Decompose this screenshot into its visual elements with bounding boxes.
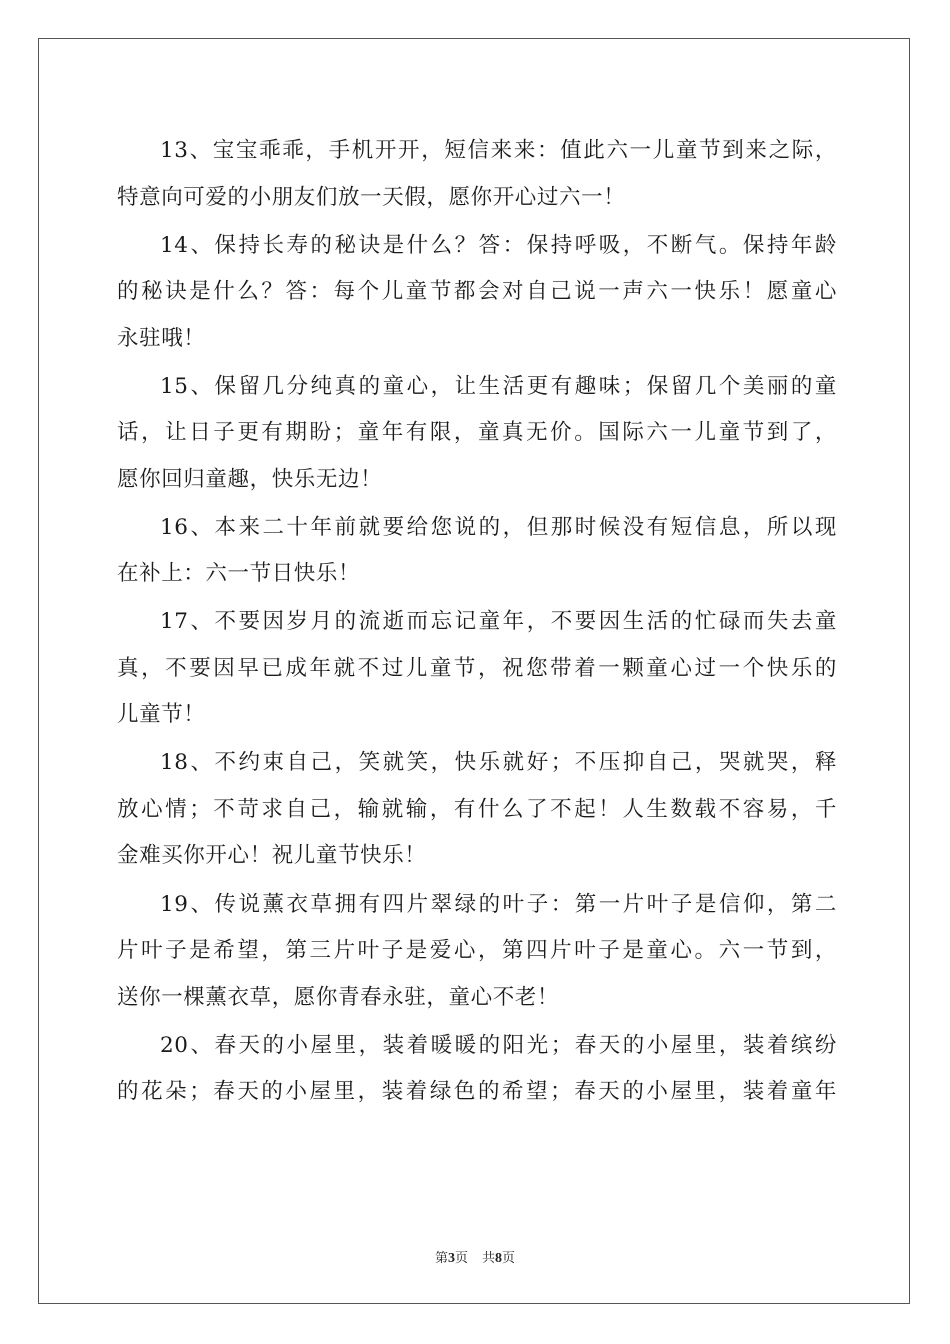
paragraph (117, 882, 837, 1022)
paragraph (117, 740, 837, 880)
paragraph-line: 18、不约束自己，笑就笑，快乐就好；不压抑自己，哭就哭，释 (160, 750, 837, 776)
paragraph-line: 片叶子是希望，第三片叶子是爱心，第四片叶子是童心。六一节到， (117, 938, 837, 964)
paragraph (117, 505, 837, 598)
paragraph (117, 223, 837, 363)
paragraph-line: 16、本来二十年前就要给您说的，但那时候没有短信息，所以现 (160, 514, 837, 540)
paragraph-line: 15、保留几分纯真的童心，让生活更有趣味；保留几个美丽的童 (160, 373, 837, 399)
paragraph-line: 的花朵；春天的小屋里，装着绿色的希望；春天的小屋里，装着童年 (117, 1079, 837, 1105)
paragraph (117, 364, 837, 504)
paragraph-line: 13、宝宝乖乖，手机开开，短信来来：值此六一儿童节到来之际， (160, 138, 837, 163)
paragraph-line: 金难买你开心！祝儿童节快乐！ (117, 843, 427, 869)
paragraph-line: 放心情；不苛求自己，输就输，有什么了不起！人生数载不容易，千 (117, 796, 837, 822)
footer-total-suffix: 页 (502, 1251, 516, 1266)
paragraph (117, 1023, 837, 1116)
paragraph (117, 599, 837, 739)
page-footer (0, 1247, 950, 1267)
paragraph-line: 20、春天的小屋里，装着暖暖的阳光；春天的小屋里，装着缤纷 (160, 1032, 837, 1058)
total-page-number: 8 (495, 1251, 503, 1266)
paragraph-line: 送你一棵薰衣草，愿你青春永驻，童心不老！ (117, 984, 560, 1010)
current-page-number: 3 (447, 1251, 455, 1266)
paragraph-line: 特意向可爱的小朋友们放一天假，愿你开心过六一！ (117, 184, 626, 210)
document-body (117, 128, 837, 1117)
footer-total-prefix: 共 (482, 1251, 496, 1266)
footer-page-word: 页 (454, 1251, 468, 1266)
paragraph-line: 真，不要因早已成年就不过儿童节，祝您带着一颗童心过一个快乐的 (117, 655, 837, 681)
paragraph (117, 128, 837, 221)
paragraph-line: 永驻哦！ (117, 325, 206, 351)
paragraph-line: 话，让日子更有期盼；童年有限，童真无价。国际六一儿童节到了， (117, 420, 837, 446)
paragraph-line: 19、传说薰衣草拥有四片翠绿的叶子：第一片叶子是信仰，第二 (160, 891, 837, 917)
paragraph-line: 愿你回归童趣，快乐无边！ (117, 466, 383, 492)
paragraph-line: 14、保持长寿的秘诀是什么？答：保持呼吸，不断气。保持年龄 (160, 232, 837, 258)
paragraph-line: 儿童节！ (117, 702, 206, 728)
paragraph-line: 在补上：六一节日快乐！ (117, 561, 361, 587)
footer-prefix: 第 (434, 1251, 448, 1266)
paragraph-line: 的秘诀是什么？答：每个儿童节都会对自己说一声六一快乐！愿童心 (117, 279, 837, 305)
paragraph-line: 17、不要因岁月的流逝而忘记童年，不要因生活的忙碌而失去童 (160, 609, 837, 635)
